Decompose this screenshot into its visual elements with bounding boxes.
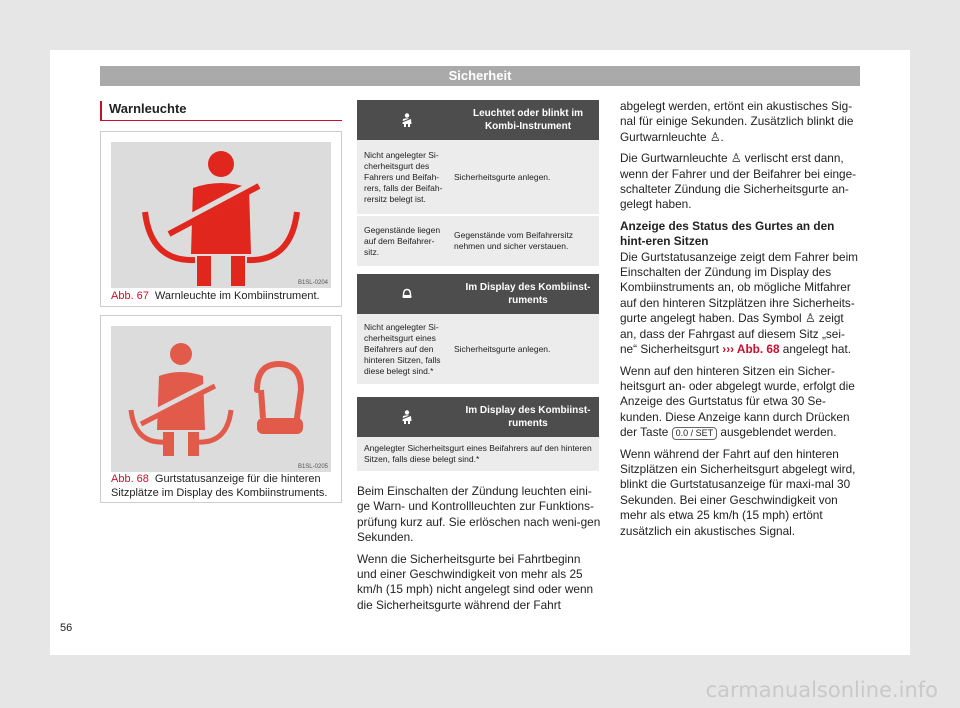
figure-caption-text: Warnleuchte im Kombiinstrument. [154, 290, 320, 302]
paragraph: Beim Einschalten der Zündung leuchten eini-ge Warn- und Kontrollleuchten zur Funktions-prüfung kurz auf. Sie erlöschen nach weni-gen Sekunden. [357, 484, 601, 545]
figure-label: Abb. 68 [111, 473, 149, 485]
table-row [357, 314, 599, 386]
action-cell: Sicherheitsgurte anlegen. [454, 171, 551, 182]
set-key-label: 0.0 / SET [672, 427, 718, 440]
seatbelt-icon: ♙ [709, 129, 721, 144]
running-header: Sicherheit [100, 66, 860, 86]
condition-cell: Nicht angelegter Si-cherheitsgurt eines Beifahrers auf den hinteren Sitzen, falls diese belegt sind.* [364, 321, 441, 376]
condition-cell: Gegenstände liegen auf dem Beifahrer-sitz. [364, 224, 441, 257]
figure-code: B1SL-0204 [297, 280, 328, 286]
figure-67 [100, 131, 342, 307]
figure-caption-text: Gurtstatusanzeige für die hinteren Sitzplätze im Display des Kombiinstruments. [111, 473, 328, 499]
figure-reference-link[interactable]: ››› Abb. 68 [722, 342, 780, 357]
body-text-right [620, 99, 860, 545]
paragraph: Wenn die Sicherheitsgurte bei Fahrtbeginn und einer Geschwindigkeit von mehr als 25 km/h (15 mph) nicht angelegt sind oder wenn die Sicherheitsgurte während der Fahrt [357, 551, 594, 612]
table-header-text: Leuchtet oder blinkt im Kombi-Instrument [472, 108, 583, 132]
table-header-text: Im Display des Kombiinst-ruments [465, 405, 591, 429]
table-row [357, 437, 599, 473]
subheading: Anzeige des Status des Gurtes an den hint-eren Sitzen [620, 218, 835, 249]
figure-68 [100, 315, 342, 503]
table-header [357, 274, 599, 314]
paragraph: Wenn auf den hinteren Sitzen ein Sicher-heitsgurt an- oder abgelegt wurde, erfolgt die Anzeige des Gurtstatus für etwa 30 Se-kunden. Diese Anzeige kann durch Drücken der Taste 0.0 / SET ausgeblendet werden. [620, 363, 855, 440]
figure-caption [111, 472, 335, 500]
figure-code: B1SL-0205 [297, 464, 328, 470]
seatbelt-icon: ♙ [730, 151, 742, 166]
action-cell: Sicherheitsgurte anlegen. [454, 343, 551, 354]
paragraph: Die Gurtstatusanzeige zeigt dem Fahrer beim Einschalten der Zündung im Display des Kombiinstruments an, ob mögliche Mitfahrer auf den hinteren Sitzplätzen ihre Sicherheits-gurte angelegt haben. Das Symbol ♙ zeigt an, dass der Fahrgast auf diesem Sitz „sei-ne“ Sicherheitsgurt ››› Abb. 68 angelegt hat. [620, 249, 859, 357]
paragraph: Wenn während der Fahrt auf den hinteren Sitzplätzen ein Sicherheitsgurt abgelegt wird, blinkt die Gurtstatusanzeige für maxi-mal 30 Sekunden. Bei einer Geschwindigkeit von mehr als etwa 25 km/h (15 mph) ertönt zusätzlich ein akustisches Signal. [620, 446, 856, 538]
figure-68-image [111, 326, 331, 472]
page-number: 56 [60, 622, 73, 634]
warning-table-3 [357, 397, 599, 473]
seatbelt-icon [357, 410, 457, 424]
watermark: carmanualsonline.info [705, 678, 938, 702]
warning-table-1 [357, 100, 599, 268]
table-header-text: Im Display des Kombiinst-ruments [465, 282, 591, 306]
info-cell: Angelegter Sicherheitsgurt eines Beifahrers auf den hinteren Sitzen, falls diese belegt sind.* [364, 443, 592, 464]
warning-table-2 [357, 274, 599, 386]
seatbelt-warning-icon [111, 142, 331, 288]
table-header [357, 397, 599, 437]
figure-label: Abb. 67 [111, 290, 149, 302]
figure-caption [111, 289, 335, 303]
table-row [357, 216, 599, 268]
table-row [357, 140, 599, 216]
condition-cell: Nicht angelegter Si-cherheitsgurt des Fahrers und Beifah-rers, falls der Beifah-rersitz belegt ist. [364, 149, 443, 204]
section-title: Warnleuchte [100, 101, 342, 121]
rear-seatbelt-status-icon [111, 326, 331, 472]
paragraph: abgelegt werden, ertönt ein akustisches Sig-nal für einige Sekunden. Zusätzlich blinkt die Gurtwarnleuchte ♙. [620, 99, 854, 144]
action-cell: Gegenstände vom Beifahrersitz nehmen und sicher verstauen. [454, 230, 574, 251]
seatbelt-icon [357, 113, 457, 127]
seatbelt-icon: ♙ [804, 311, 816, 326]
seat-outline-icon [357, 288, 457, 300]
figure-67-image [111, 142, 331, 288]
table-header [357, 100, 599, 140]
body-text-middle [357, 484, 602, 619]
paragraph: Die Gurtwarnleuchte ♙ verlischt erst dann, wenn der Fahrer und der Beifahrer bei einge-schalteter Zündung die Sicherheitsgurte an-gelegt haben. [620, 151, 857, 212]
